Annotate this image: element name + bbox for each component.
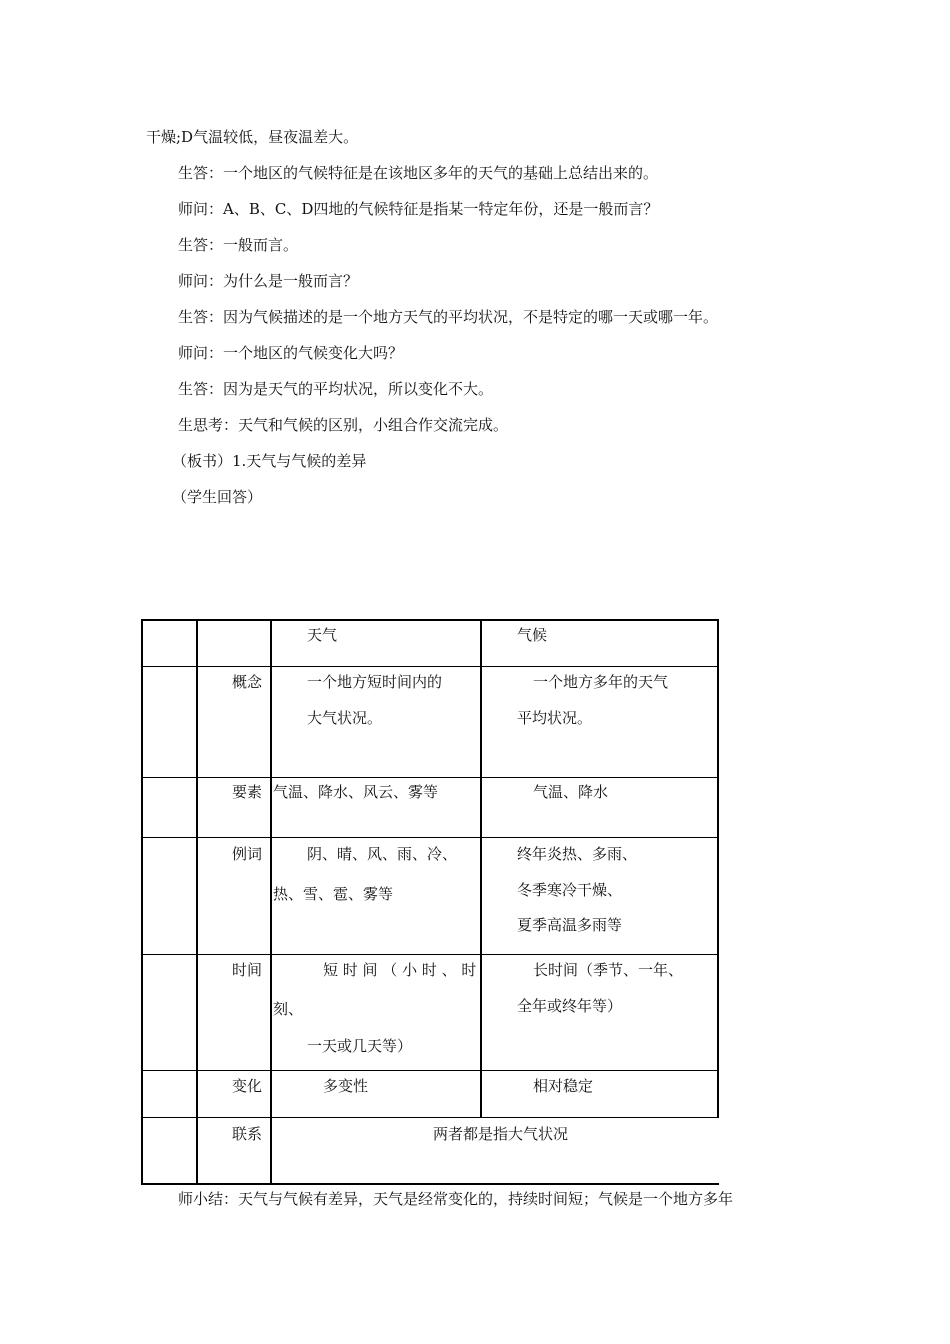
weather-cell: 阴、晴、风、雨、冷、 (307, 845, 458, 863)
table-border-top (141, 619, 719, 621)
table-row-line (141, 837, 719, 838)
climate-cell: 全年或终年等） (517, 997, 623, 1015)
weather-cell: 短 时 间 （ 小 时 、 时 (323, 961, 477, 979)
table-divider (480, 619, 482, 1117)
table-divider (196, 619, 198, 1185)
paragraph: （学生回答） (172, 488, 263, 506)
link-cell: 两者都是指大气状况 (433, 1125, 569, 1143)
climate-cell: 一个地方多年的天气 (533, 673, 669, 691)
paragraph: 师问：一个地区的气候变化大吗？ (178, 344, 404, 362)
table-border-bottom (141, 1183, 719, 1185)
climate-cell: 夏季高温多雨等 (517, 916, 623, 934)
table-border-right (717, 619, 719, 1117)
header-weather: 天气 (307, 626, 338, 644)
table-divider (270, 619, 272, 1185)
weather-cell: 一天或几天等） (307, 1037, 413, 1055)
table-row-line (141, 1070, 719, 1071)
weather-cell: 刻、 (273, 1000, 304, 1018)
climate-cell: 相对稳定 (533, 1077, 594, 1095)
header-climate: 气候 (517, 626, 548, 644)
row-label: 变化 (232, 1077, 263, 1095)
climate-cell: 长时间（季节、一年、 (533, 961, 684, 979)
table-row-line (141, 1117, 719, 1118)
table-border-left (141, 619, 143, 1185)
table-row-line (141, 777, 719, 778)
paragraph: 生答：因为是天气的平均状况，所以变化不大。 (178, 380, 494, 398)
row-label: 时间 (232, 961, 263, 979)
teacher-summary: 师小结：天气与气候有差异，天气是经常变化的，持续时间短；气候是一个地方多年 (178, 1190, 734, 1208)
table-row-line (141, 954, 719, 955)
climate-cell: 冬季寒冷干燥、 (517, 881, 623, 899)
weather-cell: 一个地方短时间内的 (307, 673, 443, 691)
weather-cell: 大气状况。 (307, 709, 383, 727)
row-label: 概念 (232, 673, 263, 691)
paragraph: 生答：一个地区的气候特征是在该地区多年的天气的基础上总结出来的。 (178, 164, 659, 182)
row-label: 联系 (232, 1125, 263, 1143)
paragraph: 干燥;D气温较低，昼夜温差大。 (146, 128, 359, 146)
climate-cell: 终年炎热、多雨、 (517, 845, 638, 863)
paragraph: 生答：一般而言。 (178, 236, 299, 254)
row-label: 例词 (232, 845, 263, 863)
weather-cell: 气温、降水、风云、雾等 (273, 783, 439, 801)
climate-cell: 平均状况。 (517, 709, 593, 727)
paragraph: 生答：因为气候描述的是一个地方天气的平均状况，不是特定的哪一天或哪一年。 (178, 308, 719, 326)
paragraph: 生思考：天气和气候的区别，小组合作交流完成。 (178, 416, 509, 434)
table-row-line (141, 666, 719, 667)
paragraph: 师问：为什么是一般而言？ (178, 272, 359, 290)
board-note: （板书）1.天气与气候的差异 (172, 452, 367, 470)
paragraph: 师问：A、B、C、D四地的气候特征是指某一特定年份，还是一般而言？ (178, 200, 659, 218)
climate-cell: 气温、降水 (533, 783, 609, 801)
weather-cell: 多变性 (323, 1077, 369, 1095)
weather-cell: 热、雪、雹、雾等 (273, 885, 394, 903)
row-label: 要素 (232, 783, 263, 801)
